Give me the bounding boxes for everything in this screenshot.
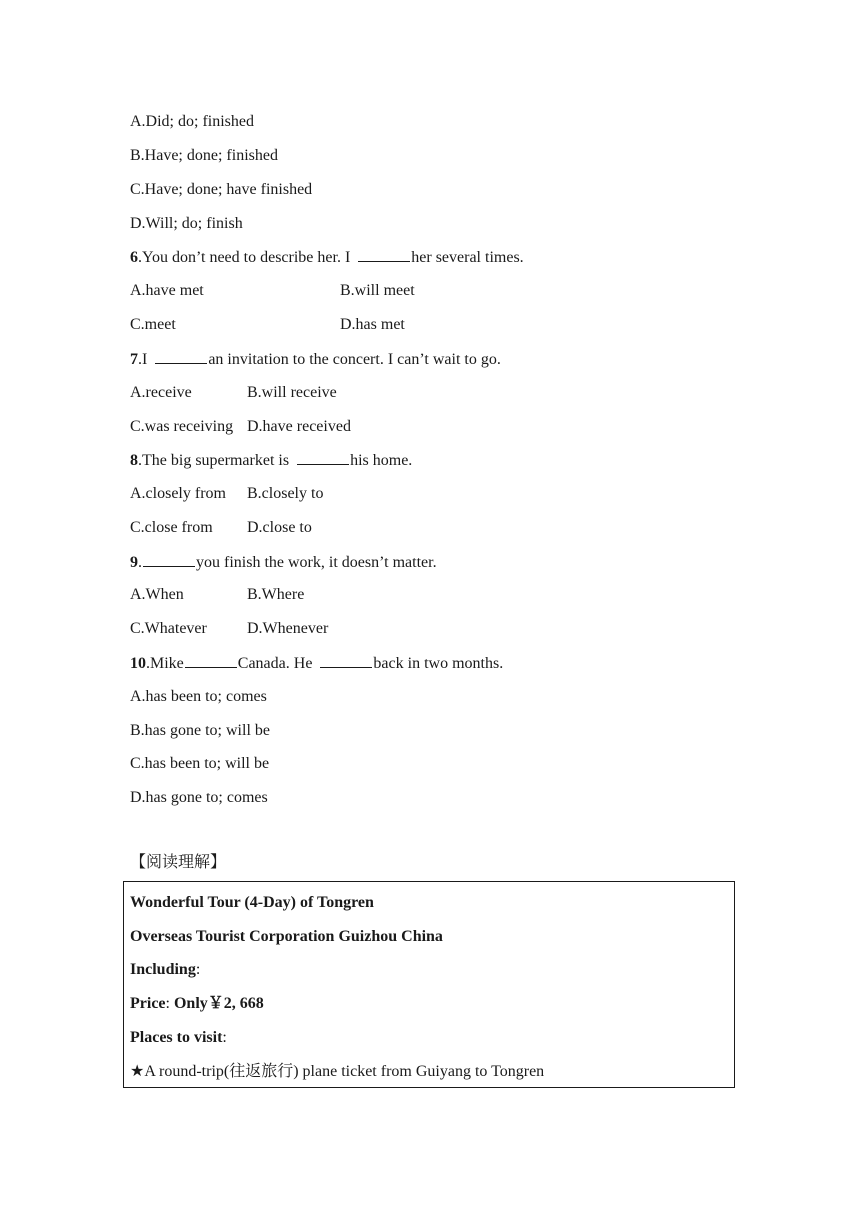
q5-option-d: D.Will; do; finish: [130, 215, 243, 232]
q8-option-c: C.close from: [130, 519, 213, 536]
q8-option-d: D.close to: [247, 519, 312, 536]
q10-option-b: B.has gone to; will be: [130, 722, 270, 739]
q6-option-c: C.meet: [130, 316, 176, 333]
ad-including-colon: :: [195, 961, 201, 978]
ad-places: [130, 1028, 227, 1048]
q6-text-after: her several times.: [411, 249, 524, 266]
q7-stem: [130, 349, 501, 370]
q10-text-middle: Canada. He: [237, 655, 313, 672]
q6-option-b: B.will meet: [340, 282, 415, 299]
q9-option-c: C.Whatever: [130, 620, 207, 637]
q7-option-c: C.was receiving: [130, 418, 234, 435]
ad-places-label: Places to visit: [130, 1029, 223, 1046]
q9-text-before: .: [138, 554, 142, 571]
q10-blank-1: [185, 653, 237, 668]
q7-blank: [155, 349, 207, 364]
q7-text-before: .I: [138, 351, 148, 368]
q10-option-a: A.has been to; comes: [130, 688, 267, 705]
ad-including-label: Including: [130, 961, 196, 978]
q7-number: 7: [130, 351, 138, 368]
q9-option-a: A.When: [130, 586, 184, 603]
q10-text-after: back in two months.: [373, 655, 504, 672]
q8-stem: [130, 450, 412, 471]
q8-text-after: his home.: [350, 452, 413, 469]
ad-item-1: ★A round-trip(往返旅行) plane ticket from Guiyang to Tongren: [130, 1063, 545, 1080]
q6-number: 6: [130, 249, 138, 266]
q8-text-before: .The big supermarket is: [138, 452, 290, 469]
q10-number: 10: [130, 655, 146, 672]
ad-price-label: Price: [130, 995, 166, 1012]
q10-option-d: D.has gone to; comes: [130, 789, 268, 806]
q10-text-before: .Mike: [146, 655, 184, 672]
q10-stem: [130, 653, 503, 674]
q8-blank: [297, 450, 349, 465]
q7-option-d: D.have received: [247, 418, 351, 435]
q8-number: 8: [130, 452, 138, 469]
ad-including: [130, 960, 200, 980]
q6-option-a: A.have met: [130, 282, 204, 299]
section-title: 【阅读理解】: [130, 854, 227, 871]
ad-price-colon: :: [165, 995, 174, 1012]
ad-price-value: Only￥2, 668: [173, 995, 264, 1012]
q7-option-a: A.receive: [130, 384, 192, 401]
q5-option-b: B.Have; done; finished: [130, 147, 278, 164]
q9-blank: [143, 552, 195, 567]
ad-title: Wonderful Tour (4-Day) of Tongren: [130, 894, 374, 911]
q6-text-before: .You don’t need to describe her. I: [138, 249, 351, 266]
ad-price: [130, 994, 264, 1014]
q7-option-b: B.will receive: [247, 384, 337, 401]
q8-option-a: A.closely from: [130, 485, 226, 502]
q5-option-a: A.Did; do; finished: [130, 113, 254, 130]
q9-option-d: D.Whenever: [247, 620, 329, 637]
q9-option-b: B.Where: [247, 586, 305, 603]
tour-ad-box: [123, 881, 735, 1088]
q6-blank: [358, 247, 410, 262]
q10-blank-2: [320, 653, 372, 668]
q10-option-c: C.has been to; will be: [130, 755, 270, 772]
q5-option-c: C.Have; done; have finished: [130, 181, 313, 198]
q6-option-d: D.has met: [340, 316, 405, 333]
q7-text-after: an invitation to the concert. I can’t wait to go.: [208, 351, 501, 368]
ad-company: Overseas Tourist Corporation Guizhou China: [130, 928, 443, 945]
q9-text-after: you finish the work, it doesn’t matter.: [196, 554, 437, 571]
q6-stem: [130, 247, 524, 268]
ad-places-colon: :: [222, 1029, 227, 1046]
q8-option-b: B.closely to: [247, 485, 324, 502]
q9-number: 9: [130, 554, 138, 571]
q9-stem: [130, 552, 437, 573]
